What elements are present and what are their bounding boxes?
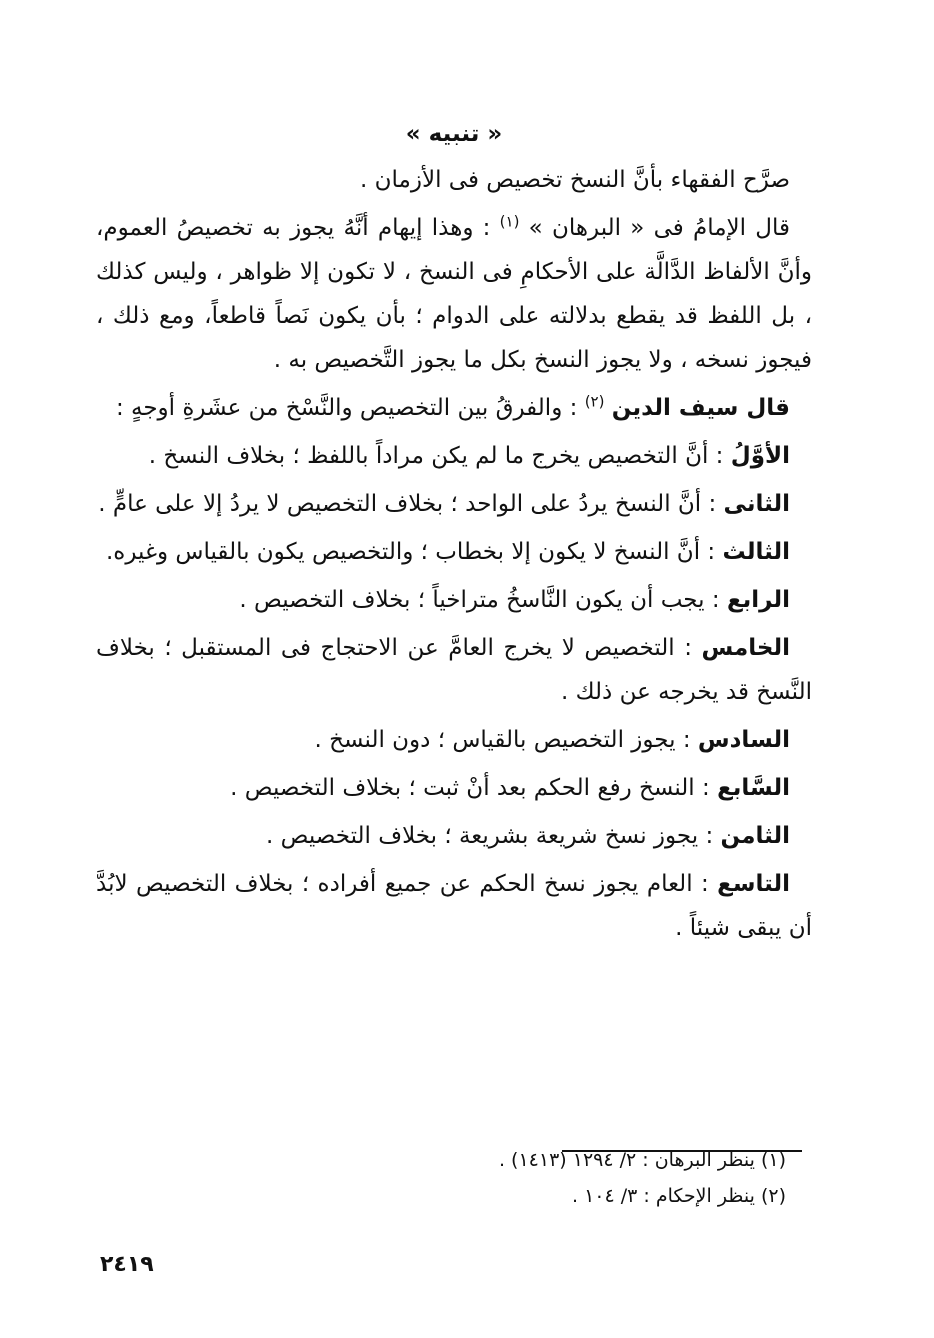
difference-label: التاسع (717, 871, 790, 897)
difference-text: : أنَّ النسخ لا يكون إلا بخطاب ؛ والتخصيص يكون بالقياس وغيره. (105, 539, 723, 565)
imam-quote-lead: قال الإمامُ فى « البرهان » (519, 215, 790, 241)
difference-label: الثانى (723, 491, 790, 517)
difference-label: السَّابع (717, 775, 790, 801)
difference-7 (96, 766, 812, 810)
difference-text: : النسخ رفع الحكم بعد أنْ ثبت ؛ بخلاف التخصيص . (230, 775, 718, 801)
difference-text: : أنَّ التخصيص يخرج ما لم يكن مراداً باللفظ ؛ بخلاف النسخ . (148, 443, 731, 469)
footnotes (96, 1142, 786, 1214)
difference-3 (96, 530, 812, 574)
main-text (96, 112, 812, 954)
footnote-1: (١) ينظر البرهان : ٢/ ١٢٩٤ (١٤١٣) . (498, 1149, 786, 1171)
section-title: « تنبيه » (405, 121, 503, 147)
difference-label: الثالث (722, 539, 790, 565)
difference-6 (96, 718, 812, 762)
difference-text: : أنَّ النسخ يردُ على الواحد ؛ بخلاف التخصيص لا يردُ إلا على عامٍّ . (98, 491, 724, 517)
difference-label: الخامس (701, 635, 790, 661)
difference-4 (96, 578, 812, 622)
saif-quote-label: قال سيف الدين (611, 395, 790, 421)
saif-quote-body: : والفرقُ بين التخصيص والنَّسْخ من عشَرةِ أوجهٍ : (115, 395, 585, 421)
footnote-ref-1: (١) (499, 212, 520, 231)
difference-text: : يجوز نسخ شريعة بشريعة ؛ بخلاف التخصيص . (266, 823, 721, 849)
difference-text: : التخصيص لا يخرج العامَّ عن الاحتجاج فى المستقبل ؛ بخلاف النَّسخ قد يخرجه عن ذلك . (96, 635, 812, 705)
difference-8 (96, 814, 812, 858)
footnote-ref-2: (٢) (584, 392, 605, 411)
difference-text: : يجب أن يكون النَّاسخُ متراخياً ؛ بخلاف التخصيص . (239, 587, 727, 613)
intro-paragraph: صرَّح الفقهاء بأنَّ النسخ تخصيص فى الأزمان . (360, 167, 790, 193)
saif-quote-paragraph (96, 386, 812, 430)
footnote-2: (٢) ينظر الإحكام : ٣/ ١٠٤ . (572, 1185, 786, 1207)
difference-5 (96, 626, 812, 714)
difference-1 (96, 434, 812, 478)
difference-text: : العام يجوز نسخ الحكم عن جميع أفراده ؛ بخلاف التخصيص لابُدَّ أن يبقى شيئاً . (96, 871, 812, 941)
difference-label: الثامن (720, 823, 790, 849)
difference-9 (96, 862, 812, 950)
difference-label: السادس (697, 727, 790, 753)
difference-label: الرابع (726, 587, 790, 613)
page-number: ٢٤١٩ (100, 1252, 154, 1277)
imam-quote-body: : وهذا إيهام أنَّهُ يجوز به تخصيصُ العموم، وأنَّ الألفاظ الدَّالَّة على الأحكامِ فى النسخ ، لا تكون إلا ظواهر ، وليس كذلك ، بل اللفظ قد يقطع بدلالته على الدوام ؛ بأن يكون نَصاً قاطعاً، ومع ذلك ، فيجوز نسخه ، ولا يجوز النسخ بكل ما يجوز التَّخصيص به . (96, 215, 812, 373)
difference-label: الأوَّلُ (730, 443, 790, 469)
difference-text: : يجوز التخصيص بالقياس ؛ دون النسخ . (314, 727, 698, 753)
difference-2 (96, 482, 812, 526)
imam-quote-paragraph (96, 206, 812, 382)
